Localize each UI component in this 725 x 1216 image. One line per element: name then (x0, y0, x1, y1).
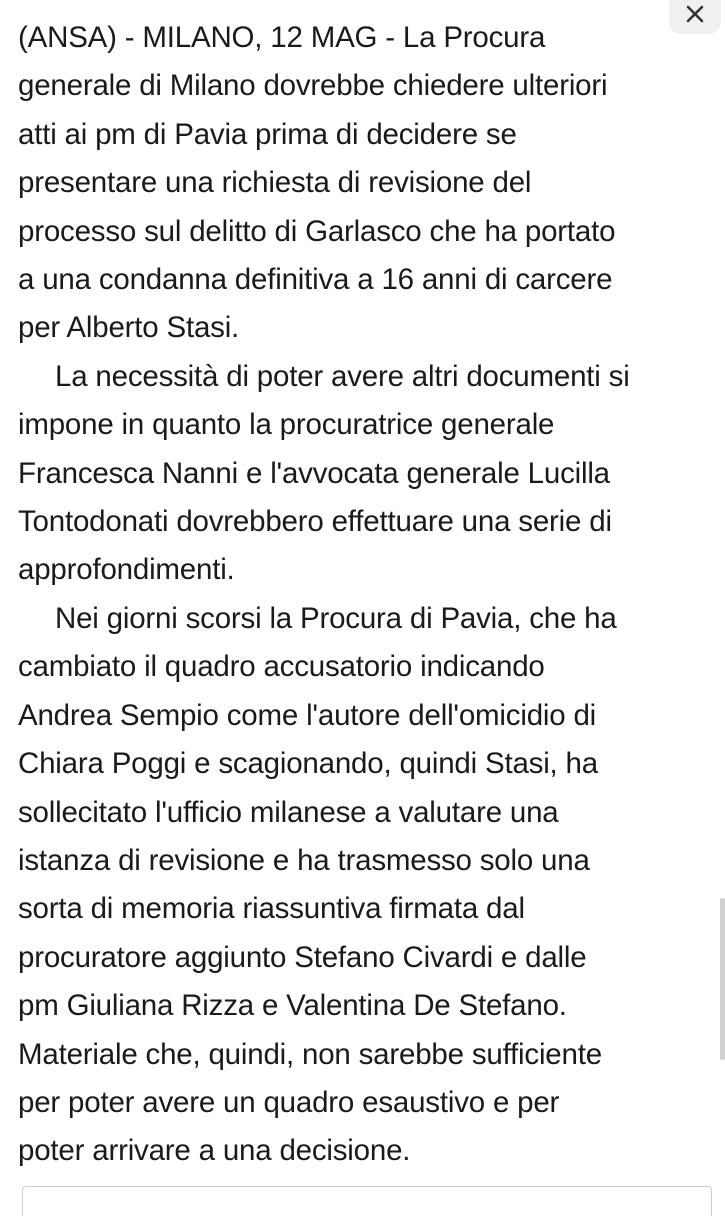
paragraph-line: pm Giuliana Rizza e Valentina De Stefano. (18, 989, 567, 1023)
paragraph-line: atti ai pm di Pavia prima di decidere se (18, 117, 517, 151)
paragraph-line: La necessità di poter avere altri documenti si (55, 359, 630, 393)
article-paragraph-2 (18, 353, 708, 595)
paragraph-line: cambiato il quadro accusatorio indicando (18, 650, 545, 684)
article-paragraph-1 (18, 14, 708, 353)
paragraph-line: per Alberto Stasi. (18, 311, 240, 345)
bottom-content-box (22, 1186, 712, 1216)
paragraph-line: sorta di memoria riassuntiva firmata dal (18, 892, 525, 926)
paragraph-line: approfondimenti. (18, 553, 235, 587)
paragraph-line: Chiara Poggi e scagionando, quindi Stasi, ha (18, 747, 598, 781)
paragraph-line: Francesca Nanni e l'avvocata generale Lucilla (18, 456, 610, 490)
paragraph-line: presentare una richiesta di revisione del (18, 166, 532, 200)
paragraph-line: procuratore aggiunto Stefano Civardi e dalle (18, 940, 587, 974)
paragraph-line: a una condanna definitiva a 16 anni di carcere (18, 263, 613, 297)
paragraph-line: Nei giorni scorsi la Procura di Pavia, che ha (55, 601, 617, 635)
paragraph-line: sollecitato l'ufficio milanese a valutare una (18, 795, 559, 829)
paragraph-line: generale di Milano dovrebbe chiedere ulteriori (18, 69, 608, 103)
paragraph-line: processo sul delitto di Garlasco che ha portato (18, 214, 616, 248)
scrollbar-thumb[interactable] (720, 898, 725, 1060)
paragraph-line: per poter avere un quadro esaustivo e per (18, 1085, 560, 1119)
paragraph-line: (ANSA) - MILANO, 12 MAG - La Procura (18, 21, 546, 54)
paragraph-line: Materiale che, quindi, non sarebbe sufficiente (18, 1037, 602, 1071)
paragraph-line: Andrea Sempio come l'autore dell'omicidio di (18, 698, 597, 732)
paragraph-line: poter arrivare a una decisione. (18, 1134, 411, 1168)
paragraph-line: impone in quanto la procuratrice generale (18, 408, 555, 442)
article-paragraph-3 (18, 595, 708, 1176)
article-body (18, 14, 708, 1176)
paragraph-line: istanza di revisione e ha trasmesso solo una (18, 843, 590, 877)
paragraph-line: Tontodonati dovrebbero effettuare una serie di (18, 505, 612, 539)
